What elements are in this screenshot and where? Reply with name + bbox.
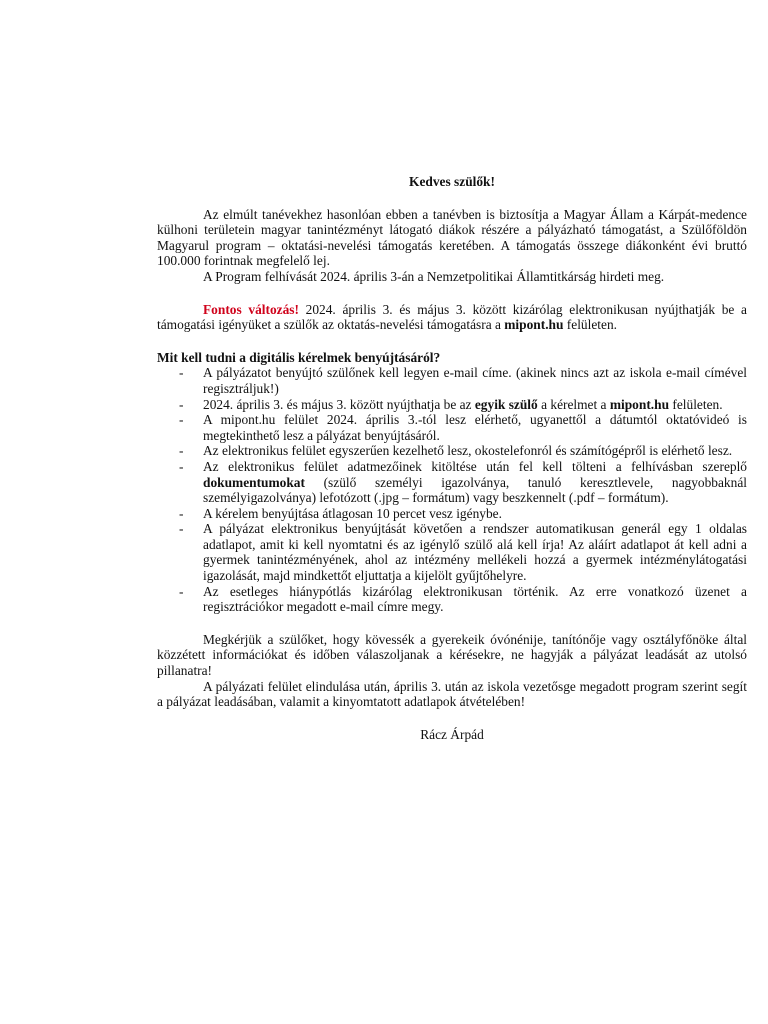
mipont-site-name: mipont.hu bbox=[609, 396, 670, 412]
list-item-text: felületen. bbox=[669, 396, 723, 412]
list-item-text: Az elektronikus felület egyszerűen kezelhető lesz, okostelefonról és számítógépről is elérhető lesz. bbox=[203, 443, 733, 459]
bullet-dash: - bbox=[179, 412, 184, 428]
bullet-dash: - bbox=[179, 521, 184, 537]
list-item-text: A pályázat elektronikus benyújtását követően a rendszer automatikusan generál egy 1 oldalas adatlapot, amit ki kell nyomtatni és az igénylő szülő alá kell írja! Az aláírt adatlapot át kell adni a gyermek tanintézményének, ahol az intézmény mellékeli hozzá a gyermek intézménylátogatási igazolását, majd mindkettőt eljuttatja a kijelölt gyűjtőhelyre. bbox=[203, 521, 747, 584]
one-parent-emphasis: egyik szülő bbox=[474, 396, 538, 412]
list-item-text: (szülő személyi igazolványa, tanuló keresztlevele, nagyobbaknál személyigazolványa) lefotózott (.jpg – formátum) vagy beszkennelt (.pdf – formátum). bbox=[203, 474, 747, 506]
intro-paragraph-1: Az elmúlt tanévekhez hasonlóan ebben a tanévben is biztosítja a Magyar Állam a Kárpát-medence külhoni területein magyar tanintézményt látogató diákok részére a pályázható támogatást, a Szülőföldön Magyarul program – oktatási-nevelési támogatás keretében. A támogatás összege diákonként évi bruttó 100.000 forintnak megfelelő lej. bbox=[157, 206, 747, 269]
list-item bbox=[157, 397, 747, 413]
bullet-dash: - bbox=[179, 396, 184, 412]
bullet-dash: - bbox=[179, 365, 184, 381]
bullet-dash: - bbox=[179, 443, 184, 459]
letter-body bbox=[157, 174, 747, 742]
important-change-label: Fontos változás! bbox=[203, 301, 299, 317]
spacer bbox=[157, 285, 747, 302]
letter-title: Kedves szülők! bbox=[409, 174, 495, 189]
important-change-tail: felületen. bbox=[563, 317, 617, 333]
intro-paragraph-2: A Program felhívását 2024. április 3-án a Nemzetpolitikai Államtitkárság hirdeti meg. bbox=[203, 268, 665, 284]
bullet-dash: - bbox=[179, 458, 184, 474]
list-item bbox=[157, 412, 747, 443]
closing-paragraph-2: A pályázati felület elindulása után, április 3. után az iskola vezetősge megadott program szerint segít a pályázat leadásában, valamit a kinyomtatott adatlapok átvételében! bbox=[157, 678, 747, 710]
documents-emphasis: dokumentumokat bbox=[203, 474, 305, 490]
important-change-paragraph bbox=[157, 302, 747, 333]
list-item bbox=[157, 459, 747, 506]
list-item bbox=[157, 584, 747, 615]
important-change-text: 2024. április 3. és május 3. között kizárólag elektronikusan nyújthatják be a támogatási igényüket a szülők az oktatás-nevelési támogatásra a bbox=[157, 301, 747, 333]
list-item-text: 2024. április 3. és május 3. között nyújthatja be az bbox=[203, 396, 475, 412]
list-item-text: A pályázatot benyújtó szülőnek kell legyen e-mail címe. (akinek nincs azt az iskola e-mail címével regisztráljuk!) bbox=[203, 365, 747, 396]
section-heading: Mit kell tudni a digitális kérelmek benyújtásáról? bbox=[157, 349, 441, 365]
mipont-site-name: mipont.hu bbox=[504, 317, 564, 333]
list-item bbox=[157, 443, 747, 459]
list-item-text: A kérelem benyújtása átlagosan 10 percet vesz igénybe. bbox=[203, 505, 502, 521]
spacer bbox=[157, 333, 747, 350]
list-item-text: a kérelmet a bbox=[537, 396, 610, 412]
spacer bbox=[157, 615, 747, 632]
list-item bbox=[157, 521, 747, 583]
signature: Rácz Árpád bbox=[420, 726, 484, 742]
closing-paragraph-1: Megkérjük a szülőket, hogy kövessék a gyerekeik óvónénije, tanítónője vagy osztályfőnöke által közzétett információkat és időben válaszoljanak a kérésekre, ne hagyják a pályázat leadását az utolsó pillanatra! bbox=[157, 631, 747, 679]
list-item bbox=[157, 506, 747, 522]
list-item-text: A mipont.hu felület 2024. április 3.-tól lesz elérhető, ugyanettől a dátumtól oktatóvideó is megtekinthető lesz a pályázat benyújtásáról. bbox=[203, 412, 747, 443]
list-item-text: Az esetleges hiánypótlás kizárólag elektronikusan történik. Az erre vonatkozó üzenet a regisztrációkor megadott e-mail címre megy. bbox=[203, 583, 747, 615]
info-list bbox=[157, 365, 747, 615]
bullet-dash: - bbox=[179, 505, 184, 521]
list-item-text: Az elektronikus felület adatmezőinek kitöltése után fel kell tölteni a felhívásban szereplő bbox=[203, 458, 747, 474]
bullet-dash: - bbox=[179, 583, 184, 599]
list-item bbox=[157, 365, 747, 396]
